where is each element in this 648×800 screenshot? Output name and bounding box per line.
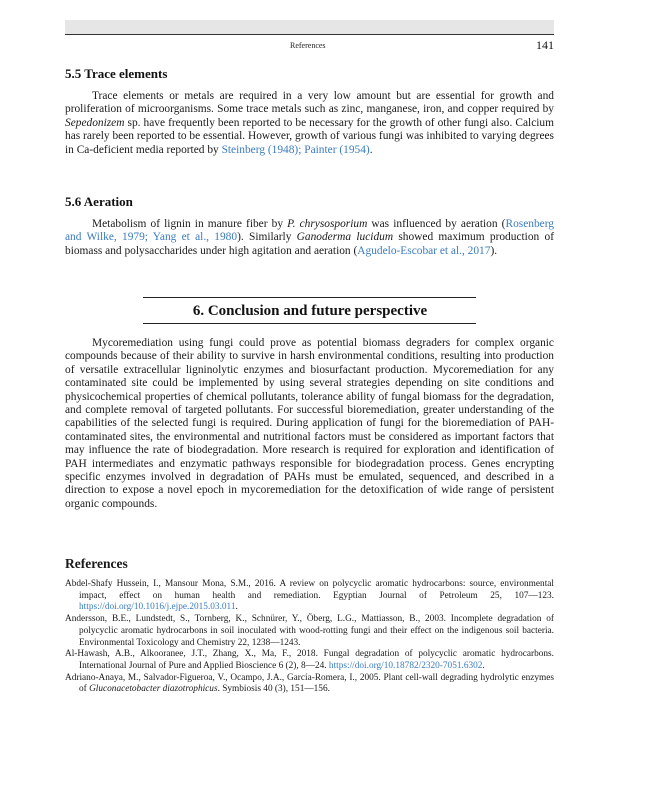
header-rule	[65, 34, 554, 35]
section-heading-aeration: 5.6 Aeration	[65, 194, 133, 209]
reference-text: .	[482, 660, 485, 671]
paragraph-trace-elements	[65, 90, 554, 157]
text-run: sp. have frequently been reported to be necessary for the growth of other fungi also. Calcium has rarely been reported to be essential. However, growth of various fungi was inhibited to varying degrees in Ca-deficient media reported by	[65, 116, 554, 156]
reference-item	[65, 614, 554, 649]
paragraph-aeration	[65, 218, 554, 258]
citation-link[interactable]: Rosenberg and Wilke, 1979; Yang et al., 1980	[65, 218, 554, 244]
running-head: References	[290, 41, 326, 50]
reference-text: Adriano-Anaya, M., Salvador-Figueroa, V., Ocampo, J.A., García-Romera, I., 2005. Plant cell-wall degrading hydrolytic enzymes of	[65, 672, 554, 695]
text-run: ). Similarly	[237, 231, 297, 244]
header-band	[65, 20, 554, 34]
text-run: Trace elements or metals are required in a very low amount but are essential for growth and proliferation of microorganisms. Some trace metals such as zinc, manganese, iron, and copper required by	[65, 90, 554, 116]
species-name: Gluconacetobacter diazotrophicus	[89, 684, 218, 695]
text-run: ).	[490, 244, 498, 257]
reference-text: .	[235, 602, 238, 613]
doi-link[interactable]: https://doi.org/10.18782/2320-7051.6302	[328, 660, 483, 671]
species-name: P. chrysosporium	[287, 218, 368, 230]
section-heading-trace-elements: 5.5 Trace elements	[65, 66, 168, 81]
reference-text: Andersson, B.E., Lundstedt, S., Tornberg, K., Schnürer, Y., Öberg, L.G., Mattiasson, B., 2003. Incomplete degradation of polycyclic aromatic hydrocarbons in soil inoculated with wood-rotting fungi and their effect on the indigenous soil bacteria. Environmental Toxicology and Chemistry 22, 1238—1243.	[65, 614, 554, 648]
text-run: .	[369, 143, 373, 156]
reference-item	[65, 649, 554, 672]
title-rule-top	[143, 297, 476, 298]
reference-item	[65, 579, 554, 614]
text-run: was influenced by aeration (	[367, 218, 506, 230]
species-name: Ganoderma lucidum	[296, 231, 394, 244]
doi-link[interactable]: https://doi.org/10.1016/j.ejpe.2015.03.011	[79, 602, 236, 613]
citation-link[interactable]: Steinberg (1948); Painter (1954)	[221, 143, 370, 156]
reference-item	[65, 673, 554, 696]
conclusion-title: 6. Conclusion and future perspective	[192, 303, 428, 319]
reference-text: Abdel-Shafy Hussein, I., Mansour Mona, S.M., 2016. A review on polycyclic aromatic hydrocarbons: source, environmental impact, effect on human health and remediation. Egyptian Journal of Petroleum 25, 107—123.	[65, 579, 554, 601]
citation-link[interactable]: Agudelo-Escobar et al., 2017	[357, 244, 491, 257]
conclusion-paragraph: Mycoremediation using fungi could prove as potential biomass degraders for complex organic compounds because of their ability to survive in harsh environmental conditions, resulting into production of versatile extracellular ligninolytic enzymes and biosurfactant production. Mycoremediation for any contaminated site could be implemented by using several strategies depending on site conditions and physicochemical properties of chemical pollutants, tolerance ability of fungal biomass for the degradation, and complete removal of targeted pollutants. For successful bioremediation, greater understanding of the capabilities of the selected fungi is required. During application of fungi for the bioremediation of PAH-contaminated sites, the environmental and nutritional factors must be considered as important factors that may influence the rate of biodegradation. More research is required for exploration and identification of PAH intermediates and enzymatic pathways responsible for biodegradation process. Genes encrypting specific enzymes involved in degradation of PAHs must be emulated, sequenced, and described in a direction to expose a novel epoch in mycoremediation for the detoxification of wide range of persistent organic compounds.	[65, 337, 554, 510]
text-run: Metabolism of lignin in manure fiber by	[92, 218, 288, 230]
reference-text: . Symbiosis 40 (3), 151—156.	[217, 684, 330, 695]
reference-list	[65, 579, 554, 696]
text-run: showed maximum production of biomass and polysaccharides under high agitation and aeration (	[65, 231, 554, 257]
reference-text: Al-Hawash, A.B., Alkooranee, J.T., Zhang, X., Ma, F., 2018. Fungal degradation of polycyclic aromatic hydrocarbons. International Journal of Pure and Applied Bioscience 6 (2), 8—24.	[65, 649, 554, 671]
page-number: 141	[536, 38, 554, 52]
species-name: Sepedonizem	[65, 116, 125, 129]
references-heading: References	[65, 556, 128, 571]
title-rule-bottom	[143, 323, 476, 324]
